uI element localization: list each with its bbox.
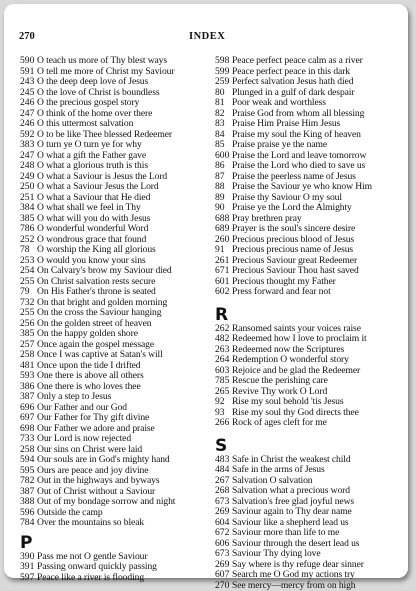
hymn-first-line: Rise my soul thy God directs thee <box>232 407 359 418</box>
hymn-first-line: Praise God from whom all blessing <box>232 108 364 119</box>
hymn-first-line: Safe in the arms of Jesus <box>232 464 325 475</box>
hymn-first-line: Precious Saviour Thou hast saved <box>232 265 359 276</box>
hymn-number: 249 <box>20 172 37 183</box>
hymn-number: 270 <box>215 581 232 591</box>
hymn-first-line: Praise my soul the King of heaven <box>232 129 361 140</box>
hymn-number: 786 <box>20 224 37 235</box>
hymn-first-line: O the precious gospel story <box>37 97 139 108</box>
hymn-number: 87 <box>215 172 232 183</box>
hymn-number: 599 <box>215 67 232 78</box>
hymn-number: 383 <box>20 140 37 151</box>
hymn-number: 592 <box>20 130 37 141</box>
hymn-number: 481 <box>20 361 37 372</box>
hymn-number: 600 <box>215 151 232 162</box>
hymn-first-line: Our Father we adore and praise <box>37 423 155 434</box>
index-entry <box>215 581 405 591</box>
hymn-first-line: Redemption O wonderful story <box>232 354 349 365</box>
hymn-first-line: See mercy—mercy from on high <box>232 580 355 591</box>
hymn-number: 82 <box>215 109 232 120</box>
hymn-first-line: Praise the Lord who died to save us <box>232 160 365 171</box>
hymn-first-line: Peace perfect peace calm as a river <box>232 55 363 66</box>
hymn-number: 606 <box>215 539 232 550</box>
section-letter-s: S <box>215 433 405 455</box>
hymn-first-line: O what a gift the Father gave <box>37 150 146 161</box>
hymn-first-line: Salvation O salvation <box>232 475 313 486</box>
hymn-first-line: Outside the camp <box>37 507 103 518</box>
page-title: INDEX <box>189 31 225 42</box>
s-entry-list <box>215 455 405 591</box>
page-number: 270 <box>19 31 35 42</box>
r-entry-list <box>215 324 405 429</box>
hymn-first-line: O to be like Thee blessed Redeemer <box>37 129 172 140</box>
hymn-number: 607 <box>215 570 232 581</box>
hymn-number: 247 <box>20 109 37 120</box>
p-entry-list <box>20 552 210 584</box>
hymn-number: 267 <box>215 476 232 487</box>
hymn-first-line: Prayer is the soul's sincere desire <box>232 223 355 234</box>
hymn-first-line: On Christ salvation rests secure <box>37 276 155 287</box>
hymn-number: 698 <box>20 424 37 435</box>
hymn-first-line: Praise Him Praise Him Jesus <box>232 118 340 129</box>
hymn-first-line: Rejoice and be glad the Redeemer <box>232 365 360 376</box>
hymn-first-line: On His Father's throne is seated <box>37 286 156 297</box>
hymn-first-line: Our souls are in God's mighty hand <box>37 454 170 465</box>
hymn-first-line: Precious thought my Father <box>232 276 336 287</box>
hymn-number: 246 <box>20 119 37 130</box>
hymn-number: 83 <box>215 119 232 130</box>
hymn-first-line: Press forward and fear not <box>232 286 331 297</box>
hymn-first-line: Over the mountains so bleak <box>37 517 144 528</box>
hymn-number: 260 <box>215 235 232 246</box>
right-column <box>215 56 405 591</box>
hymn-first-line: Rise my soul behold 'tis Jesus <box>232 396 343 407</box>
hymn-number: 597 <box>20 573 37 584</box>
hymn-number: 85 <box>215 140 232 151</box>
hymn-number: 251 <box>20 193 37 204</box>
hymn-first-line: Revive Thy work O Lord <box>232 386 327 397</box>
hymn-first-line: Our sins on Christ were laid <box>37 444 142 455</box>
hymn-number: 93 <box>215 408 232 419</box>
section-letter-r: R <box>215 302 405 324</box>
hymn-first-line: O what will you do with Jesus <box>37 213 150 224</box>
hymn-number: 390 <box>20 552 37 563</box>
section-letter-p: P <box>20 530 210 552</box>
hymn-first-line: Peace perfect peace in this dark <box>232 66 350 77</box>
hymn-first-line: Our Father for Thy gift divine <box>37 412 149 423</box>
hymn-first-line: Our Father and our God <box>37 402 127 413</box>
hymn-number: 696 <box>20 403 37 414</box>
hymn-number: 252 <box>20 235 37 246</box>
hymn-number: 245 <box>20 88 37 99</box>
hymn-first-line: On the happy golden shore <box>37 328 138 339</box>
hymn-number: 253 <box>20 256 37 267</box>
hymn-number: 601 <box>215 277 232 288</box>
hymn-number: 672 <box>215 528 232 539</box>
hymn-number: 266 <box>215 418 232 429</box>
hymn-number: 602 <box>215 287 232 298</box>
hymn-number: 259 <box>215 77 232 88</box>
hymn-number: 255 <box>20 277 37 288</box>
hymn-first-line: Once upon the tide I drifted <box>37 360 141 371</box>
hymn-number: 595 <box>20 466 37 477</box>
hymn-number: 594 <box>20 455 37 466</box>
hymn-first-line: Rock of ages cleft for me <box>232 417 327 428</box>
hymn-number: 732 <box>20 298 37 309</box>
hymn-first-line: Praise the Saviour ye who know Him <box>232 181 372 192</box>
hymn-number: 688 <box>215 214 232 225</box>
hymn-number: 384 <box>20 203 37 214</box>
hymn-number: 603 <box>215 366 232 377</box>
hymn-number: 593 <box>20 371 37 382</box>
hymn-number: 591 <box>20 67 37 78</box>
hymn-number: 483 <box>215 455 232 466</box>
hymn-number: 697 <box>20 413 37 424</box>
hymn-first-line: O what a Saviour that He died <box>37 192 150 203</box>
hymn-first-line: Redeemed how I love to proclaim it <box>232 333 367 344</box>
hymn-number: 86 <box>215 161 232 172</box>
hymn-first-line: Saviour again to Thy dear name <box>232 506 352 517</box>
hymn-number: 262 <box>215 324 232 335</box>
hymn-number: 784 <box>20 518 37 529</box>
hymn-first-line: Redeemed now the Scriptures <box>232 344 344 355</box>
hymn-first-line: Out of my bondage sorrow and night <box>37 496 175 507</box>
hymn-number: 91 <box>215 245 232 256</box>
left-entry-list <box>20 56 210 529</box>
hymn-number: 484 <box>215 465 232 476</box>
hymn-number: 248 <box>20 161 37 172</box>
hymn-first-line: Pray brethren pray <box>232 213 302 224</box>
hymn-first-line: Saviour Thy dying love <box>232 548 321 559</box>
hymn-first-line: One there is who loves thee <box>37 381 141 392</box>
hymn-first-line: O wondrous grace that found <box>37 234 146 245</box>
hymn-number: 258 <box>20 350 37 361</box>
hymn-number: 785 <box>215 376 232 387</box>
hymn-number: 385 <box>20 329 37 340</box>
hymn-number: 246 <box>20 98 37 109</box>
hymn-first-line: Perfect salvation Jesus hath died <box>232 76 353 87</box>
hymn-number: 269 <box>215 507 232 518</box>
hymn-number: 482 <box>215 334 232 345</box>
hymn-number: 671 <box>215 266 232 277</box>
hymn-number: 388 <box>20 497 37 508</box>
hymn-number: 258 <box>20 445 37 456</box>
hymn-first-line: Praise thy Saviour O my soul <box>232 192 342 203</box>
hymn-number: 689 <box>215 224 232 235</box>
hymn-number: 387 <box>20 487 37 498</box>
hymn-first-line: Praise the Lord and leave tomorrow <box>232 150 366 161</box>
hymn-first-line: O would you know your sins <box>37 255 146 266</box>
hymn-first-line: O think of the home over there <box>37 108 152 119</box>
hymn-first-line: Say where is thy refuge dear sinner <box>232 559 364 570</box>
hymn-first-line: Ours are peace and joy divine <box>37 465 148 476</box>
hymn-first-line: Poor weak and worthless <box>232 97 326 108</box>
hymn-first-line: O what a Saviour is Jesus the Lord <box>37 171 167 182</box>
page-header <box>19 31 396 45</box>
hymn-number: 243 <box>20 77 37 88</box>
hymn-number: 782 <box>20 476 37 487</box>
hymn-number: 81 <box>215 98 232 109</box>
hymn-number: 596 <box>20 508 37 519</box>
hymn-first-line: O what shall we feel in Thy <box>37 202 141 213</box>
hymn-number: 269 <box>215 560 232 571</box>
hymn-number: 90 <box>215 203 232 214</box>
hymn-first-line: O the love of Christ is boundless <box>37 87 159 98</box>
left-column <box>20 56 210 583</box>
hymn-first-line: O teach us more of Thy blest ways <box>37 55 167 66</box>
hymn-number: 263 <box>215 345 232 356</box>
hymn-first-line: Saviour like a shepherd lead us <box>232 517 349 528</box>
index-entry <box>215 287 405 298</box>
hymn-first-line: Precious precious blood of Jesus <box>232 234 354 245</box>
hymn-number: 261 <box>215 256 232 267</box>
right-entry-list <box>215 56 405 298</box>
hymn-number: 391 <box>20 562 37 573</box>
hymn-first-line: Peace like a river is flooding <box>37 572 144 583</box>
hymn-number: 255 <box>20 308 37 319</box>
hymn-first-line: Precious Saviour great Redeemer <box>232 255 357 266</box>
hymn-first-line: Our Lord is now rejected <box>37 433 131 444</box>
index-page <box>4 4 408 578</box>
hymn-first-line: Precious precious name of Jesus <box>232 244 353 255</box>
hymn-first-line: O tell me more of Christ my Saviour <box>37 66 174 77</box>
hymn-first-line: Praise praise ye the name <box>232 139 327 150</box>
hymn-number: 247 <box>20 151 37 162</box>
hymn-number: 254 <box>20 266 37 277</box>
hymn-first-line: One there is above all others <box>37 370 144 381</box>
hymn-first-line: Pass me not O gentle Saviour <box>37 551 147 562</box>
hymn-number: 265 <box>215 387 232 398</box>
hymn-first-line: O wonderful wonderful Word <box>37 223 148 234</box>
hymn-number: 88 <box>215 182 232 193</box>
hymn-first-line: On the golden street of heaven <box>37 318 151 329</box>
hymn-first-line: On Calvary's brow my Saviour died <box>37 265 172 276</box>
hymn-number: 590 <box>20 56 37 67</box>
hymn-number: 264 <box>215 355 232 366</box>
hymn-number: 256 <box>20 319 37 330</box>
hymn-first-line: Ransomed saints your voices raise <box>232 323 361 334</box>
hymn-first-line: Salvation's free glad joyful news <box>232 496 354 507</box>
hymn-first-line: O what a Saviour Jesus the Lord <box>37 181 159 192</box>
hymn-first-line: Praise the peerless name of Jesus <box>232 171 356 182</box>
hymn-number: 78 <box>20 245 37 256</box>
hymn-first-line: Praise ye the Lord the Almighty <box>232 202 352 213</box>
hymn-first-line: Rescue the perishing care <box>232 375 328 386</box>
hymn-first-line: O worship the King all glorious <box>37 244 156 255</box>
hymn-first-line: Plunged in a gulf of dark despair <box>232 87 354 98</box>
hymn-first-line: Safe in Christ the weakest child <box>232 454 351 465</box>
hymn-number: 673 <box>215 497 232 508</box>
hymn-first-line: Saviour through the desert lead us <box>232 538 359 549</box>
hymn-first-line: Once I was captive at Satan's will <box>37 349 163 360</box>
hymn-first-line: Saviour more than life to me <box>232 527 339 538</box>
hymn-number: 84 <box>215 130 232 141</box>
hymn-first-line: On the cross the Saviour hanging <box>37 307 161 318</box>
hymn-number: 250 <box>20 182 37 193</box>
hymn-number: 92 <box>215 397 232 408</box>
hymn-first-line: O what a glorious truth is this <box>37 160 148 171</box>
hymn-number: 89 <box>215 193 232 204</box>
hymn-first-line: Once again the gospel message <box>37 339 154 350</box>
hymn-first-line: O the deep deep love of Jesus <box>37 76 148 87</box>
hymn-number: 80 <box>215 88 232 99</box>
hymn-number: 733 <box>20 434 37 445</box>
hymn-first-line: O this uttermost salvation <box>37 118 133 129</box>
hymn-first-line: Passing onward quickly passing <box>37 561 157 572</box>
hymn-number: 673 <box>215 549 232 560</box>
hymn-number: 604 <box>215 518 232 529</box>
index-entry <box>215 418 405 429</box>
hymn-first-line: On that bright and golden morning <box>37 297 167 308</box>
hymn-first-line: Out in the highways and byways <box>37 475 160 486</box>
hymn-number: 385 <box>20 214 37 225</box>
hymn-first-line: Out of Christ without a Saviour <box>37 486 155 497</box>
hymn-number: 387 <box>20 392 37 403</box>
hymn-first-line: Only a step to Jesus <box>37 391 111 402</box>
hymn-number: 386 <box>20 382 37 393</box>
hymn-first-line: O turn ye O turn ye for why <box>37 139 142 150</box>
hymn-first-line: Salvation what a precious word <box>232 485 350 496</box>
hymn-number: 268 <box>215 486 232 497</box>
hymn-first-line: Search me O God my actions try <box>232 569 355 580</box>
hymn-number: 598 <box>215 56 232 67</box>
hymn-number: 79 <box>20 287 37 298</box>
index-entry <box>20 518 210 529</box>
hymn-number: 257 <box>20 340 37 351</box>
index-entry <box>20 573 210 584</box>
